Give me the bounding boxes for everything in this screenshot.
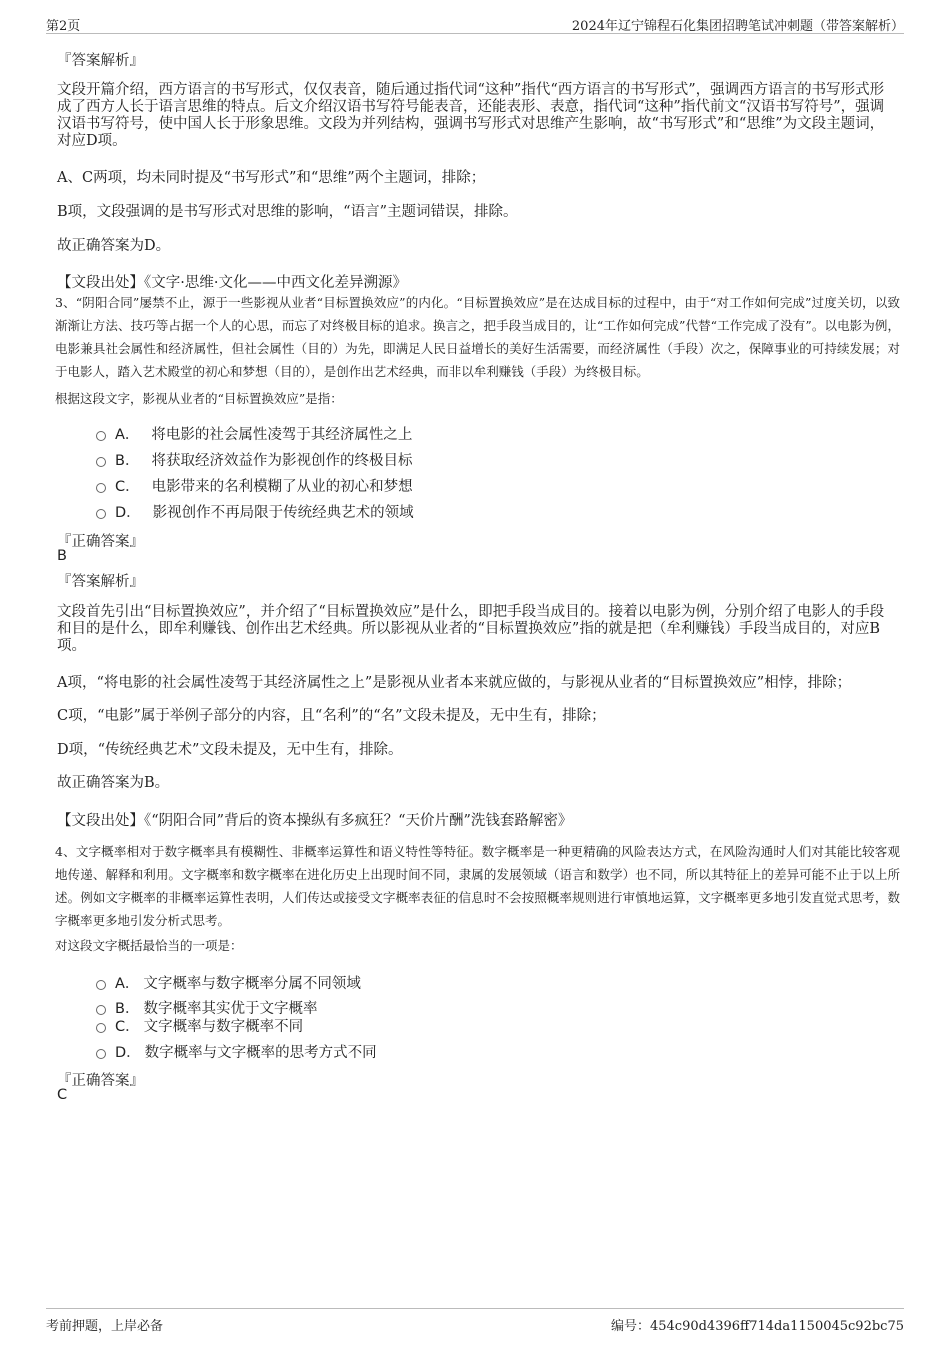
option-label: D． (115, 1044, 141, 1061)
radio-icon[interactable] (96, 431, 106, 441)
document-title: 2024年辽宁锦程石化集团招聘笔试冲刺题（带答案解析） (571, 19, 904, 34)
q3-source: 【文段出处】《“阴阳合同”背后的资本操纵有多疯狂？“天价片酬”洗钱套路解密》 (57, 813, 573, 829)
q4-stem: 4、文字概率相对于数字概率具有模糊性、非概率运算性和语义特性等特征。数字概率是一种更精确的风险表达方式，在风险沟通时人们对其能比较客观地传递、解释和利用。文字概率和数字概率在进化历史上出现时间不同，隶属的发展领域（语言和数学）也不同，所以其特征上的差异可能不止于以上所述。例如文字概率的非概率运算性表明，人们传达或接受文字概率表征的信息时不会按照概率规则进行审慎地运算，文字概率更多地引发直觉式思考，数字概率更多地引发分析式思考。 (55, 844, 900, 928)
page-footer (46, 1308, 904, 1333)
radio-icon[interactable] (96, 1023, 106, 1033)
q4-option-c[interactable] (96, 1015, 303, 1035)
q3-analysis-label: 『答案解析』 (57, 574, 144, 590)
q4-answer-label: 『正确答案』 (57, 1073, 144, 1089)
radio-icon[interactable] (96, 1005, 106, 1015)
q2-analysis-label: 『答案解析』 (57, 53, 144, 69)
q2-analysis-p4: 故正确答案为D。 (57, 238, 171, 254)
q4-option-d[interactable] (96, 1041, 377, 1061)
q4-option-a[interactable] (96, 972, 361, 992)
radio-icon[interactable] (96, 980, 106, 990)
option-text: 将电影的社会属性凌驾于其经济属性之上 (151, 426, 413, 443)
q4-prompt: 对这段文字概括最恰当的一项是： (55, 938, 243, 953)
option-label: C． (115, 478, 140, 495)
q2-analysis-p2: A、C两项，均未同时提及“书写形式”和“思维”两个主题词，排除； (57, 170, 486, 186)
q3-option-a[interactable] (96, 423, 412, 443)
q3-stem: 3、“阴阳合同”屡禁不止，源于一些影视从业者“目标置换效应”的内化。“目标置换效应”是在达成目标的过程中，由于“对工作如何完成”过度关切，以致渐渐让方法、技巧等占据一个人的心思，而忘了对终极目标的追求。换言之，把手段当成目的，让“工作如何完成”代替“工作完成了没有”。以电影为例，电影兼具社会属性和经济属性，但社会属性（目的）为先，即满足人民日益增长的美好生活需要，而经济属性（手段）次之，保障事业的可持续发展；对于电影人，踏入艺术殿堂的初心和梦想（目的），是创作出艺术经典，而非以牟利赚钱（手段）为终极目标。 (55, 295, 900, 379)
q3-analysis-p1: 文段首先引出“目标置换效应”，并介绍了“目标置换效应”是什么，即把手段当成目的。接着以电影为例，分别介绍了电影人的手段和目的是什么，即牟利赚钱、创作出艺术经典。所以影视从业者的“目标置换效应”指的就是把（牟利赚钱）手段当成目的，对应B项。 (57, 604, 885, 654)
option-text: 影视创作不再局限于传统经典艺术的领域 (152, 504, 414, 521)
q2-analysis-p1: 文段开篇介绍，西方语言的书写形式，仅仅表音，随后通过指代词“这种”指代“西方语言的书写形式”，强调西方语言的书写形式形成了西方人长于语言思维的特点。后文介绍汉语书写符号能表音，还能表形、表意，指代词“这种”指代前文“汉语书写符号”，强调汉语书写符号，使中国人长于形象思维。文段为并列结构，强调书写形式对思维产生影响，故“书写形式”和“思维”为文段主题词，对应D项。 (57, 82, 885, 149)
footer-slogan: 考前押题，上岸必备 (46, 1319, 164, 1334)
radio-icon[interactable] (96, 457, 106, 467)
q3-answer: B (57, 548, 67, 564)
option-text: 将获取经济效益作为影视创作的终极目标 (151, 452, 413, 469)
option-label: A． (115, 426, 140, 443)
option-label: B． (115, 452, 140, 469)
page-header (46, 13, 904, 34)
q3-analysis-p3: C项，“电影”属于举例子部分的内容，且“名利”的“名”文段未提及，无中生有，排除； (57, 708, 606, 724)
page-number: 第2页 (46, 19, 81, 34)
radio-icon[interactable] (96, 483, 106, 493)
option-text: 数字概率与文字概率的思考方式不同 (144, 1044, 377, 1061)
q3-prompt: 根据这段文字，影视从业者的“目标置换效应”是指： (55, 391, 343, 406)
q2-analysis-p3: B项，文段强调的是书写形式对思维的影响，“语言”主题词错误，排除。 (57, 204, 518, 220)
option-text: 数字概率其实优于文字概率 (143, 1000, 318, 1017)
option-label: D． (115, 504, 141, 521)
option-label: B． (115, 1000, 140, 1017)
q3-option-d[interactable] (96, 501, 414, 521)
option-label: C． (115, 1018, 140, 1035)
q3-answer-label: 『正确答案』 (57, 534, 144, 550)
q3-analysis-p5: 故正确答案为B。 (57, 775, 170, 791)
option-text: 文字概率与数字概率不同 (143, 1018, 304, 1035)
radio-icon[interactable] (96, 509, 106, 519)
option-text: 文字概率与数字概率分属不同领域 (143, 975, 361, 992)
document-code: 编号：454c90d4396ff714da1150045c92bc75 (610, 1319, 904, 1334)
option-label: A． (115, 975, 140, 992)
q3-analysis-p4: D项，“传统经典艺术”文段未提及，无中生有，排除。 (57, 742, 403, 758)
radio-icon[interactable] (96, 1049, 106, 1059)
q4-answer: C (57, 1087, 68, 1103)
option-text: 电影带来的名利模糊了从业的初心和梦想 (151, 478, 413, 495)
q2-source: 【文段出处】《文字·思维·文化——中西文化差异溯源》 (57, 275, 407, 291)
q3-option-b[interactable] (96, 449, 412, 469)
q3-analysis-p2: A项，“将电影的社会属性凌驾于其经济属性之上”是影视从业者本来就应做的，与影视从业者的“目标置换效应”相悖，排除； (57, 675, 852, 691)
q3-option-c[interactable] (96, 475, 413, 495)
